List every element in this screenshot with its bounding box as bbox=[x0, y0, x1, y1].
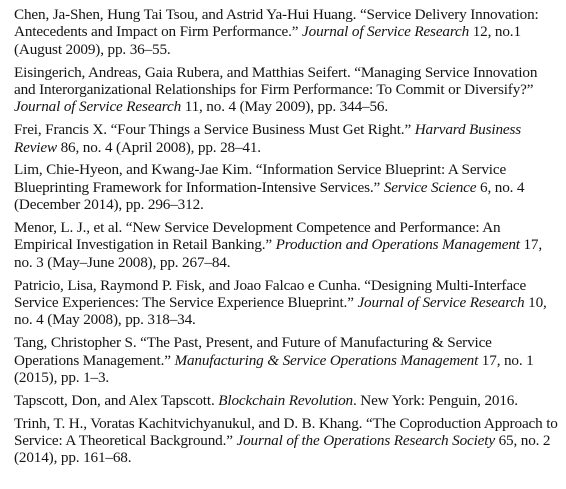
reference-entry bbox=[14, 415, 558, 467]
reference-entry bbox=[14, 6, 558, 58]
reference-entry bbox=[14, 392, 558, 409]
reference-source: Production and Operations Management bbox=[275, 236, 520, 254]
reference-details: 6, no. 4 (December 2014), pp. 296–312. bbox=[14, 178, 525, 214]
reference-entry bbox=[14, 64, 558, 116]
reference-text: Lim, Chie-Hyeon, and Kwang-Jae Kim. “Information Service Blueprint: A Service Blueprinting Framework for Information-Intensive Services.” bbox=[14, 161, 507, 196]
reference-text: Tang, Christopher S. “The Past, Present, and Future of Manufacturing & Service Operations Management.” bbox=[14, 334, 492, 369]
reference-text: Menor, L. J., et al. “New Service Development Competence and Performance: An Empirical Investigation in Retail Banking.” bbox=[14, 219, 501, 254]
reference-source: Journal of Service Research bbox=[302, 23, 470, 41]
reference-entry bbox=[14, 121, 558, 156]
reference-source: Blockchain Revolution bbox=[218, 391, 354, 409]
reference-entry bbox=[14, 161, 558, 213]
reference-entry bbox=[14, 334, 558, 386]
reference-details: . New York: Penguin, 2016. bbox=[353, 391, 518, 409]
reference-source: Journal of the Operations Research Society bbox=[236, 432, 495, 450]
reference-text: Frei, Francis X. “Four Things a Service Business Must Get Right.” bbox=[14, 121, 415, 139]
reference-text: Chen, Ja-Shen, Hung Tai Tsou, and Astrid Ya-Hui Huang. “Service Delivery Innovation: Antecedents and Impact on Firm Performance.” bbox=[14, 6, 539, 41]
reference-details: 17, no. 3 (May–June 2008), pp. 267–84. bbox=[14, 236, 543, 271]
reference-details: 12, no.1 (August 2009), pp. 36–55. bbox=[14, 23, 521, 58]
reference-text: Eisingerich, Andreas, Gaia Rubera, and Matthias Seifert. “Managing Service Innovation and Interorganizational Relationships for Firm Performance: To Commit or Diversify?” bbox=[14, 63, 538, 99]
reference-text: Patricio, Lisa, Raymond P. Fisk, and Joao Falcao e Cunha. “Designing Multi-Interface Service Experiences: The Service Experience Blueprint.” bbox=[14, 276, 527, 312]
reference-source: Service Science bbox=[383, 178, 477, 196]
reference-details: 17, no. 1 (2015), pp. 1–3. bbox=[14, 351, 534, 387]
reference-details: 11, no. 4 (May 2009), pp. 344–56. bbox=[181, 98, 388, 116]
reference-entry bbox=[14, 277, 558, 329]
reference-source: Harvard Business Review bbox=[14, 121, 522, 156]
reference-source: Manufacturing & Service Operations Management bbox=[174, 351, 479, 369]
reference-details: 65, no. 2 (2014), pp. 161–68. bbox=[14, 432, 551, 467]
reference-text: Trinh, T. H., Voratas Kachitvichyanukul, and D. B. Khang. “The Coproduction Approach to Service: A Theoretical Background.” bbox=[14, 414, 558, 450]
reference-source: Journal of Service Research bbox=[14, 98, 182, 116]
reference-details: 10, no. 4 (May 2008), pp. 318–34. bbox=[14, 294, 547, 329]
reference-entry bbox=[14, 219, 558, 271]
reference-details: 86, no. 4 (April 2008), pp. 28–41. bbox=[56, 138, 261, 156]
reference-text: Tapscott, Don, and Alex Tapscott. bbox=[14, 391, 219, 409]
reference-source: Journal of Service Research bbox=[357, 294, 525, 312]
